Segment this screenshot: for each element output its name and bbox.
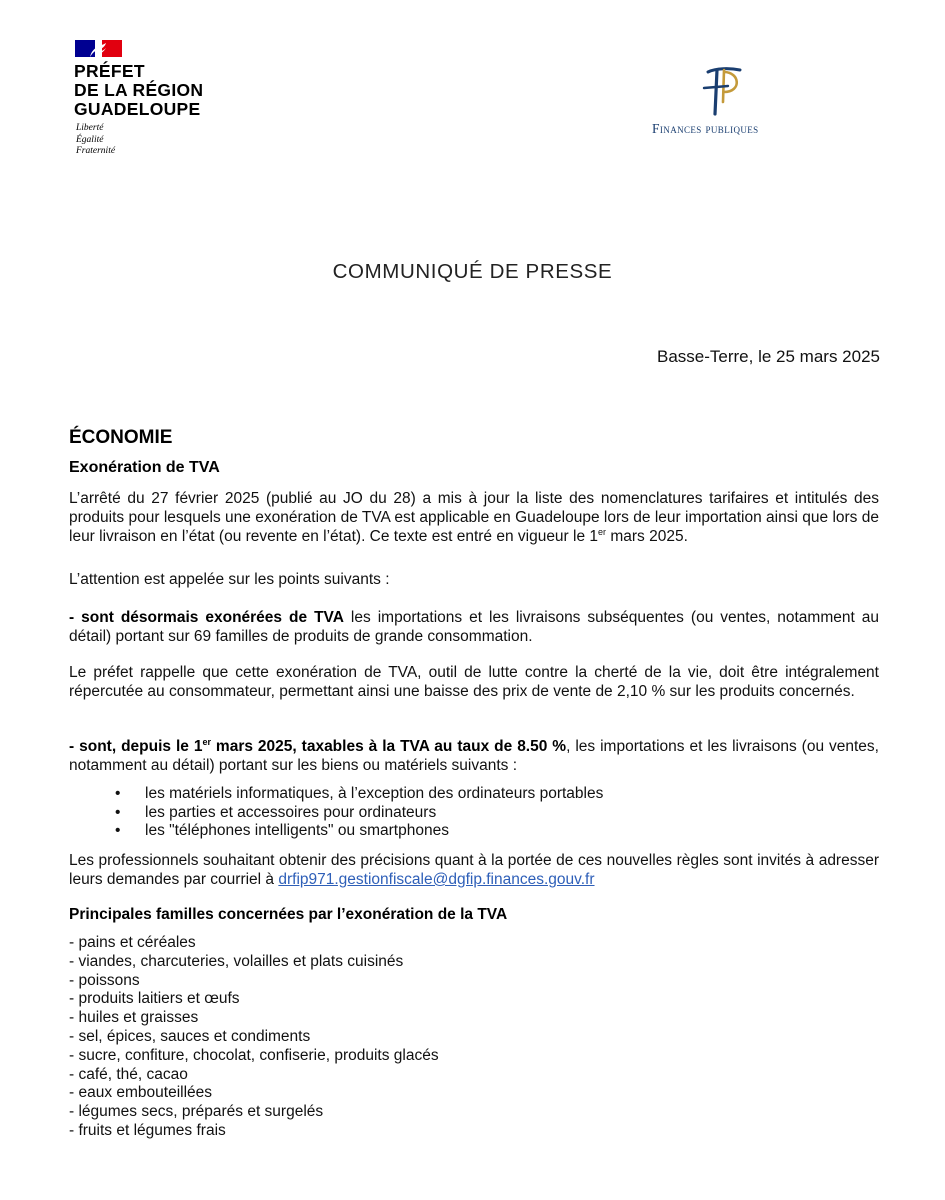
list-item-text: les matériels informatiques, à l’exception des ordinateurs portables	[145, 785, 604, 802]
press-release-title: COMMUNIQUÉ DE PRESSE	[332, 260, 613, 283]
bold-lead: - sont désormais exonérées de TVA	[69, 609, 344, 626]
motto-line: Liberté	[76, 123, 104, 133]
prefecture-line: DE LA RÉGION	[74, 80, 204, 100]
paragraph-intro	[69, 489, 879, 546]
subsection-title: Exonération de TVA	[69, 459, 220, 476]
list-item: - pains et céréales	[69, 934, 196, 951]
list-item: - poissons	[69, 971, 140, 989]
taxable-items-list	[115, 785, 603, 841]
paragraph-exemption	[69, 608, 879, 646]
paragraph-taxable	[69, 737, 879, 775]
bold-text: mars 2025, taxables à la TVA au taux de 8.50 %	[210, 738, 567, 755]
bullet-icon: •	[115, 822, 121, 839]
bullet-icon: •	[115, 803, 121, 821]
paragraph-attention: L’attention est appelée sur les points suivants :	[69, 571, 390, 588]
list-item: - huiles et graisses	[69, 1009, 199, 1027]
list-item	[115, 804, 603, 823]
paragraph-text: mars 2025.	[606, 528, 688, 545]
paragraph-text: les importations et les livraisons subséquentes (ou ventes, notamment au détail) portant sur 69 familles de produits de grande consommation.	[69, 609, 880, 645]
list-item-text: les parties et accessoires pour ordinateurs	[145, 803, 437, 821]
list-item	[115, 785, 603, 804]
paragraph-prefect-reminder: Le préfet rappelle que cette exonération de TVA, outil de lutte contre la cherté de la vie, doit être intégralement répercutée au consommateur, permettant ainsi une baisse des prix de vente de 2,10 % sur les produits concernés.	[69, 664, 879, 700]
prefecture-title	[74, 62, 203, 119]
paragraph-text: L’arrêté du 27 février 2025 (publié au JO du 28) a mis à jour la liste des nomenclatures tarifaires et intitulés des produits pour lesquels une exonération de TVA est applicable en Guadeloupe lors de leur importation ainsi que lors de leur livraison en l’état (ou revente en l’état). Ce texte est entré en vigueur le 1	[69, 490, 879, 545]
finances-publiques-logo	[700, 66, 748, 118]
list-item: - eaux embouteillées	[69, 1084, 213, 1102]
list-item: - produits laitiers et œufs	[69, 990, 240, 1008]
finances-publiques-text: Finances publiques	[652, 121, 759, 136]
section-title: ÉCONOMIE	[69, 427, 173, 448]
superscript: er	[598, 526, 607, 537]
motto-line: Égalité	[76, 134, 104, 145]
list-item: - café, thé, cacao	[69, 1065, 188, 1083]
prefecture-line: PRÉFET	[74, 61, 145, 81]
list-item: - fruits et légumes frais	[69, 1121, 226, 1139]
product-families-list	[69, 934, 439, 1141]
list-item: - légumes secs, préparés et surgelés	[69, 1103, 324, 1121]
marianne-flag-logo	[75, 40, 122, 57]
list-item: - sel, épices, sauces et condiments	[69, 1027, 311, 1045]
bold-lead	[69, 738, 566, 755]
paragraph-text: , les importations et les livraisons (ou ventes, notamment au détail) portant sur les biens ou matériels suivants :	[69, 738, 879, 774]
list-item: - sucre, confiture, chocolat, confiserie, produits glacés	[69, 1046, 439, 1064]
bold-text: - sont, depuis le 1	[69, 738, 203, 755]
bullet-icon: •	[115, 785, 121, 802]
prefecture-line: GUADELOUPE	[74, 99, 201, 119]
paragraph-text: Les professionnels souhaitant obtenir des précisions quant à la portée de ces nouvelles règles sont invités à adresser leurs demandes par courriel à	[69, 852, 879, 888]
paragraph-contact	[69, 851, 879, 889]
families-list-title: Principales familles concernées par l’exonération de la TVA	[69, 906, 508, 923]
republic-motto	[76, 123, 115, 158]
superscript: er	[202, 736, 211, 747]
list-item: - viandes, charcuteries, volailles et plats cuisinés	[69, 952, 404, 970]
contact-email-link[interactable]: drfip971.gestionfiscale@dgfip.finances.gouv.fr	[278, 871, 595, 888]
motto-line: Fraternité	[76, 146, 116, 156]
list-item-text: les "téléphones intelligents" ou smartphones	[145, 822, 449, 839]
place-date: Basse-Terre, le 25 mars 2025	[657, 347, 880, 366]
list-item	[115, 822, 603, 841]
